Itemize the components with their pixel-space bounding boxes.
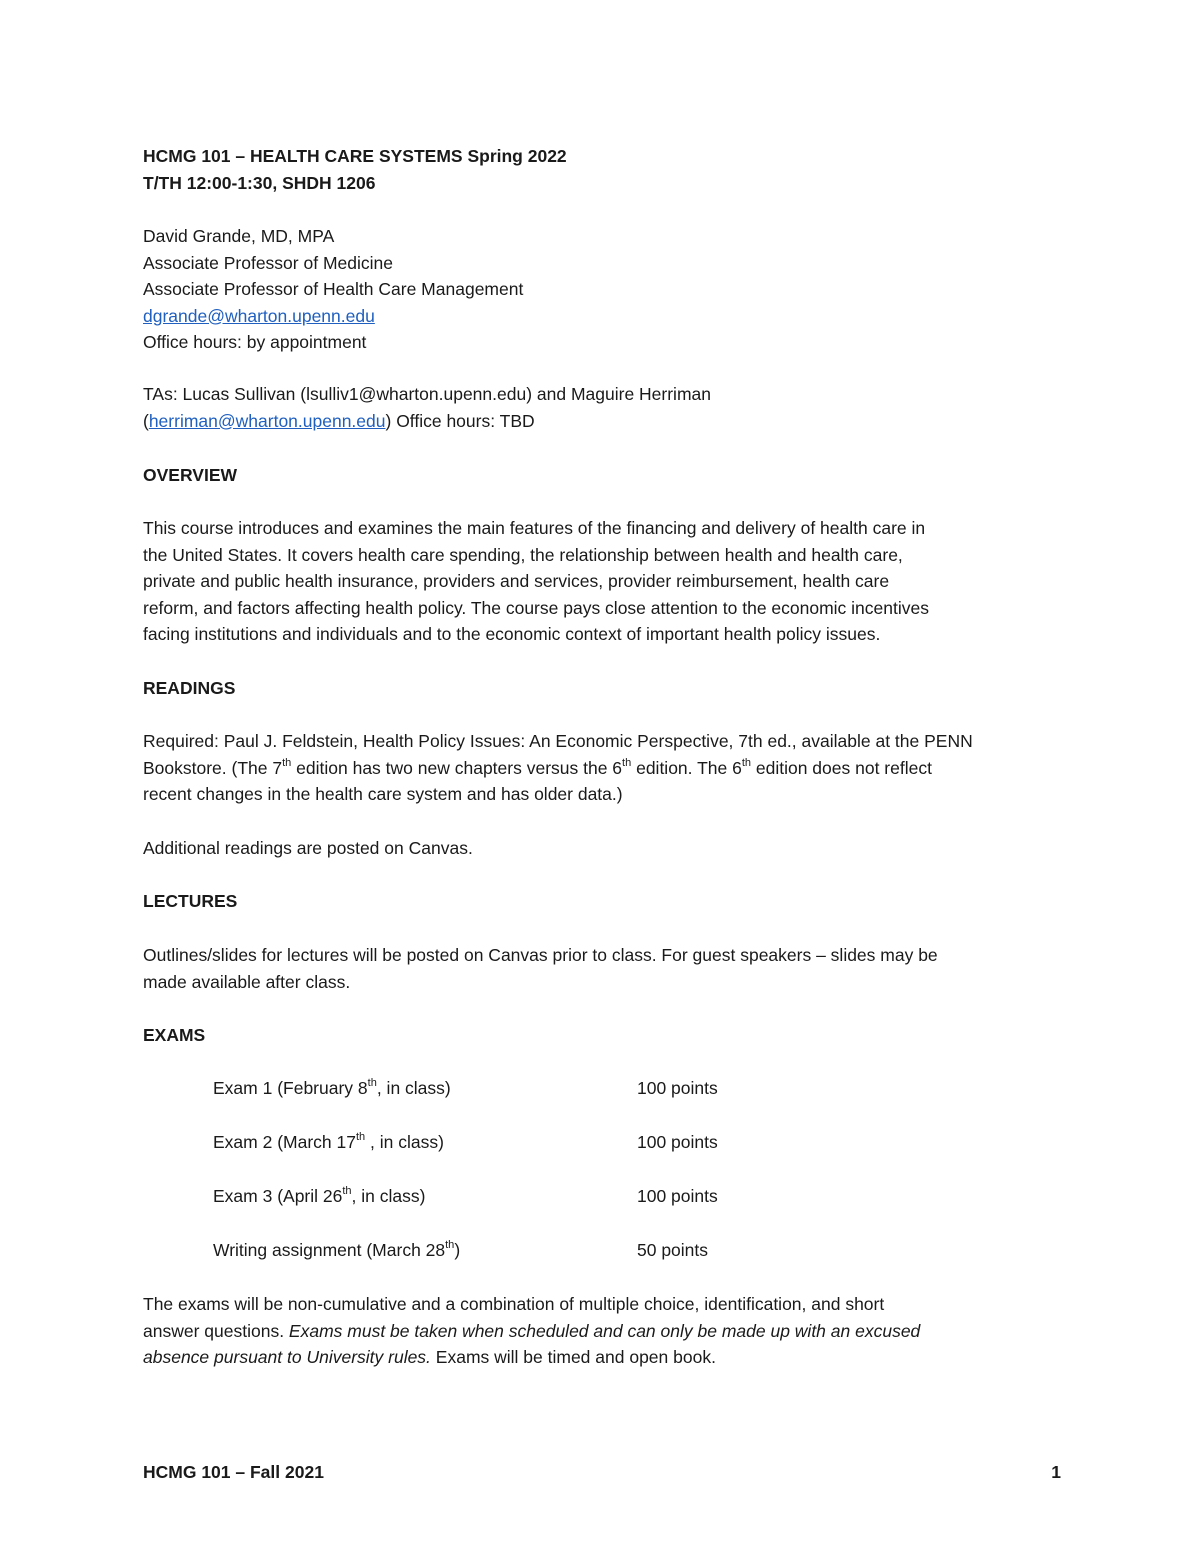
overview-line: private and public health insurance, providers and services, provider reimbursement, health care bbox=[143, 571, 890, 591]
exam-name-text: , in class) bbox=[365, 1132, 444, 1152]
instructor-email-link[interactable]: dgrande@wharton.upenn.edu bbox=[143, 305, 375, 326]
ta-line: TAs: Lucas Sullivan (lsulliv1@wharton.upenn.edu) and Maguire Herriman bbox=[143, 384, 711, 404]
exam-points: 100 points bbox=[637, 1078, 718, 1098]
readings-additional: Additional readings are posted on Canvas. bbox=[143, 838, 473, 858]
superscript: th bbox=[282, 756, 292, 769]
readings-editions bbox=[143, 755, 973, 782]
exam-name bbox=[213, 1183, 425, 1210]
readings-heading: READINGS bbox=[143, 678, 236, 698]
superscript: th bbox=[622, 756, 632, 769]
exam-name-text: Exam 2 (March 17 bbox=[213, 1132, 356, 1152]
ta-line-2 bbox=[143, 408, 711, 435]
superscript: th bbox=[445, 1239, 455, 1252]
page-footer bbox=[143, 1459, 1061, 1486]
instructor-title-1: Associate Professor of Medicine bbox=[143, 252, 393, 273]
ta-block bbox=[143, 381, 711, 434]
exam-row bbox=[213, 1237, 773, 1264]
exams-note-italic: absence pursuant to University rules. bbox=[143, 1347, 431, 1367]
exam-points: 50 points bbox=[637, 1240, 709, 1260]
superscript: th bbox=[355, 1131, 366, 1144]
exams-note-italic: Exams must be taken when scheduled and can only be made up with an excused bbox=[288, 1320, 921, 1341]
ta-open-paren: ( bbox=[143, 410, 149, 431]
exam-name-text: Exam 3 (April 26 bbox=[213, 1186, 343, 1206]
instructor-title-2: Associate Professor of Health Care Management bbox=[143, 279, 524, 299]
exam-name-text: ) bbox=[454, 1240, 461, 1260]
ta-email-link[interactable]: herriman@wharton.upenn.edu bbox=[148, 410, 386, 431]
course-title bbox=[143, 143, 567, 196]
footer-course: HCMG 101 – Fall 2021 bbox=[143, 1462, 324, 1482]
exam-name-text: Writing assignment (March 28 bbox=[213, 1240, 446, 1260]
exam-row bbox=[213, 1129, 773, 1156]
readings-text: edition has two new chapters versus the 6 bbox=[291, 757, 623, 778]
instructor-office-hours: Office hours: by appointment bbox=[143, 332, 367, 352]
lectures-heading: LECTURES bbox=[143, 891, 238, 911]
overview-line: This course introduces and examines the main features of the financing and delivery of health care in bbox=[143, 518, 926, 538]
exam-name-text: Exam 1 (February 8 bbox=[213, 1078, 368, 1098]
ta-office-hours: ) Office hours: TBD bbox=[385, 410, 535, 431]
exams-note-text: answer questions. bbox=[143, 1320, 289, 1341]
exams-heading: EXAMS bbox=[143, 1025, 206, 1045]
lectures-paragraph bbox=[143, 942, 938, 995]
overview-line: facing institutions and individuals and to the economic context of important health policy issues. bbox=[143, 624, 881, 644]
exam-row bbox=[213, 1183, 773, 1210]
readings-text: edition. The 6 bbox=[631, 757, 742, 778]
exams-note-text: Exams will be timed and open book. bbox=[430, 1347, 716, 1367]
overview-heading: OVERVIEW bbox=[143, 465, 238, 485]
superscript: th bbox=[741, 756, 752, 769]
exams-note-line bbox=[143, 1318, 920, 1345]
exams-note-line bbox=[143, 1344, 920, 1371]
overview-line: the United States. It covers health care spending, the relationship between health and health care, bbox=[143, 544, 903, 565]
instructor-block bbox=[143, 223, 523, 356]
exam-name-text: , in class) bbox=[351, 1186, 426, 1206]
superscript: th bbox=[367, 1077, 377, 1090]
exam-row bbox=[213, 1075, 773, 1102]
readings-text: edition does not reflect bbox=[751, 757, 932, 778]
readings-note: recent changes in the health care system and has older data.) bbox=[143, 784, 623, 804]
lectures-line: made available after class. bbox=[143, 971, 351, 992]
course-schedule: T/TH 12:00-1:30, SHDH 1206 bbox=[143, 172, 376, 193]
superscript: th bbox=[342, 1185, 352, 1198]
page-number: 1 bbox=[1051, 1462, 1061, 1482]
instructor-name: David Grande, MD, MPA bbox=[143, 226, 335, 246]
exam-name bbox=[213, 1129, 444, 1156]
exam-name bbox=[213, 1237, 460, 1264]
readings-paragraph bbox=[143, 728, 973, 808]
exam-points: 100 points bbox=[637, 1186, 718, 1206]
lectures-line: Outlines/slides for lectures will be posted on Canvas prior to class. For guest speakers – slides may be bbox=[143, 945, 938, 965]
overview-paragraph bbox=[143, 515, 929, 648]
readings-required: Required: Paul J. Feldstein, Health Policy Issues: An Economic Perspective, 7th ed., available at the PENN bbox=[143, 731, 973, 751]
readings-text: Bookstore. (The 7 bbox=[143, 757, 283, 778]
overview-line: reform, and factors affecting health policy. The course pays close attention to the economic incentives bbox=[143, 597, 929, 618]
exam-name bbox=[213, 1075, 451, 1102]
exam-points: 100 points bbox=[637, 1132, 718, 1152]
exams-note bbox=[143, 1291, 920, 1371]
exams-note-line: The exams will be non-cumulative and a combination of multiple choice, identification, and short bbox=[143, 1294, 885, 1314]
exam-name-text: , in class) bbox=[376, 1078, 451, 1098]
course-title-text: HCMG 101 – HEALTH CARE SYSTEMS Spring 2022 bbox=[143, 146, 567, 166]
